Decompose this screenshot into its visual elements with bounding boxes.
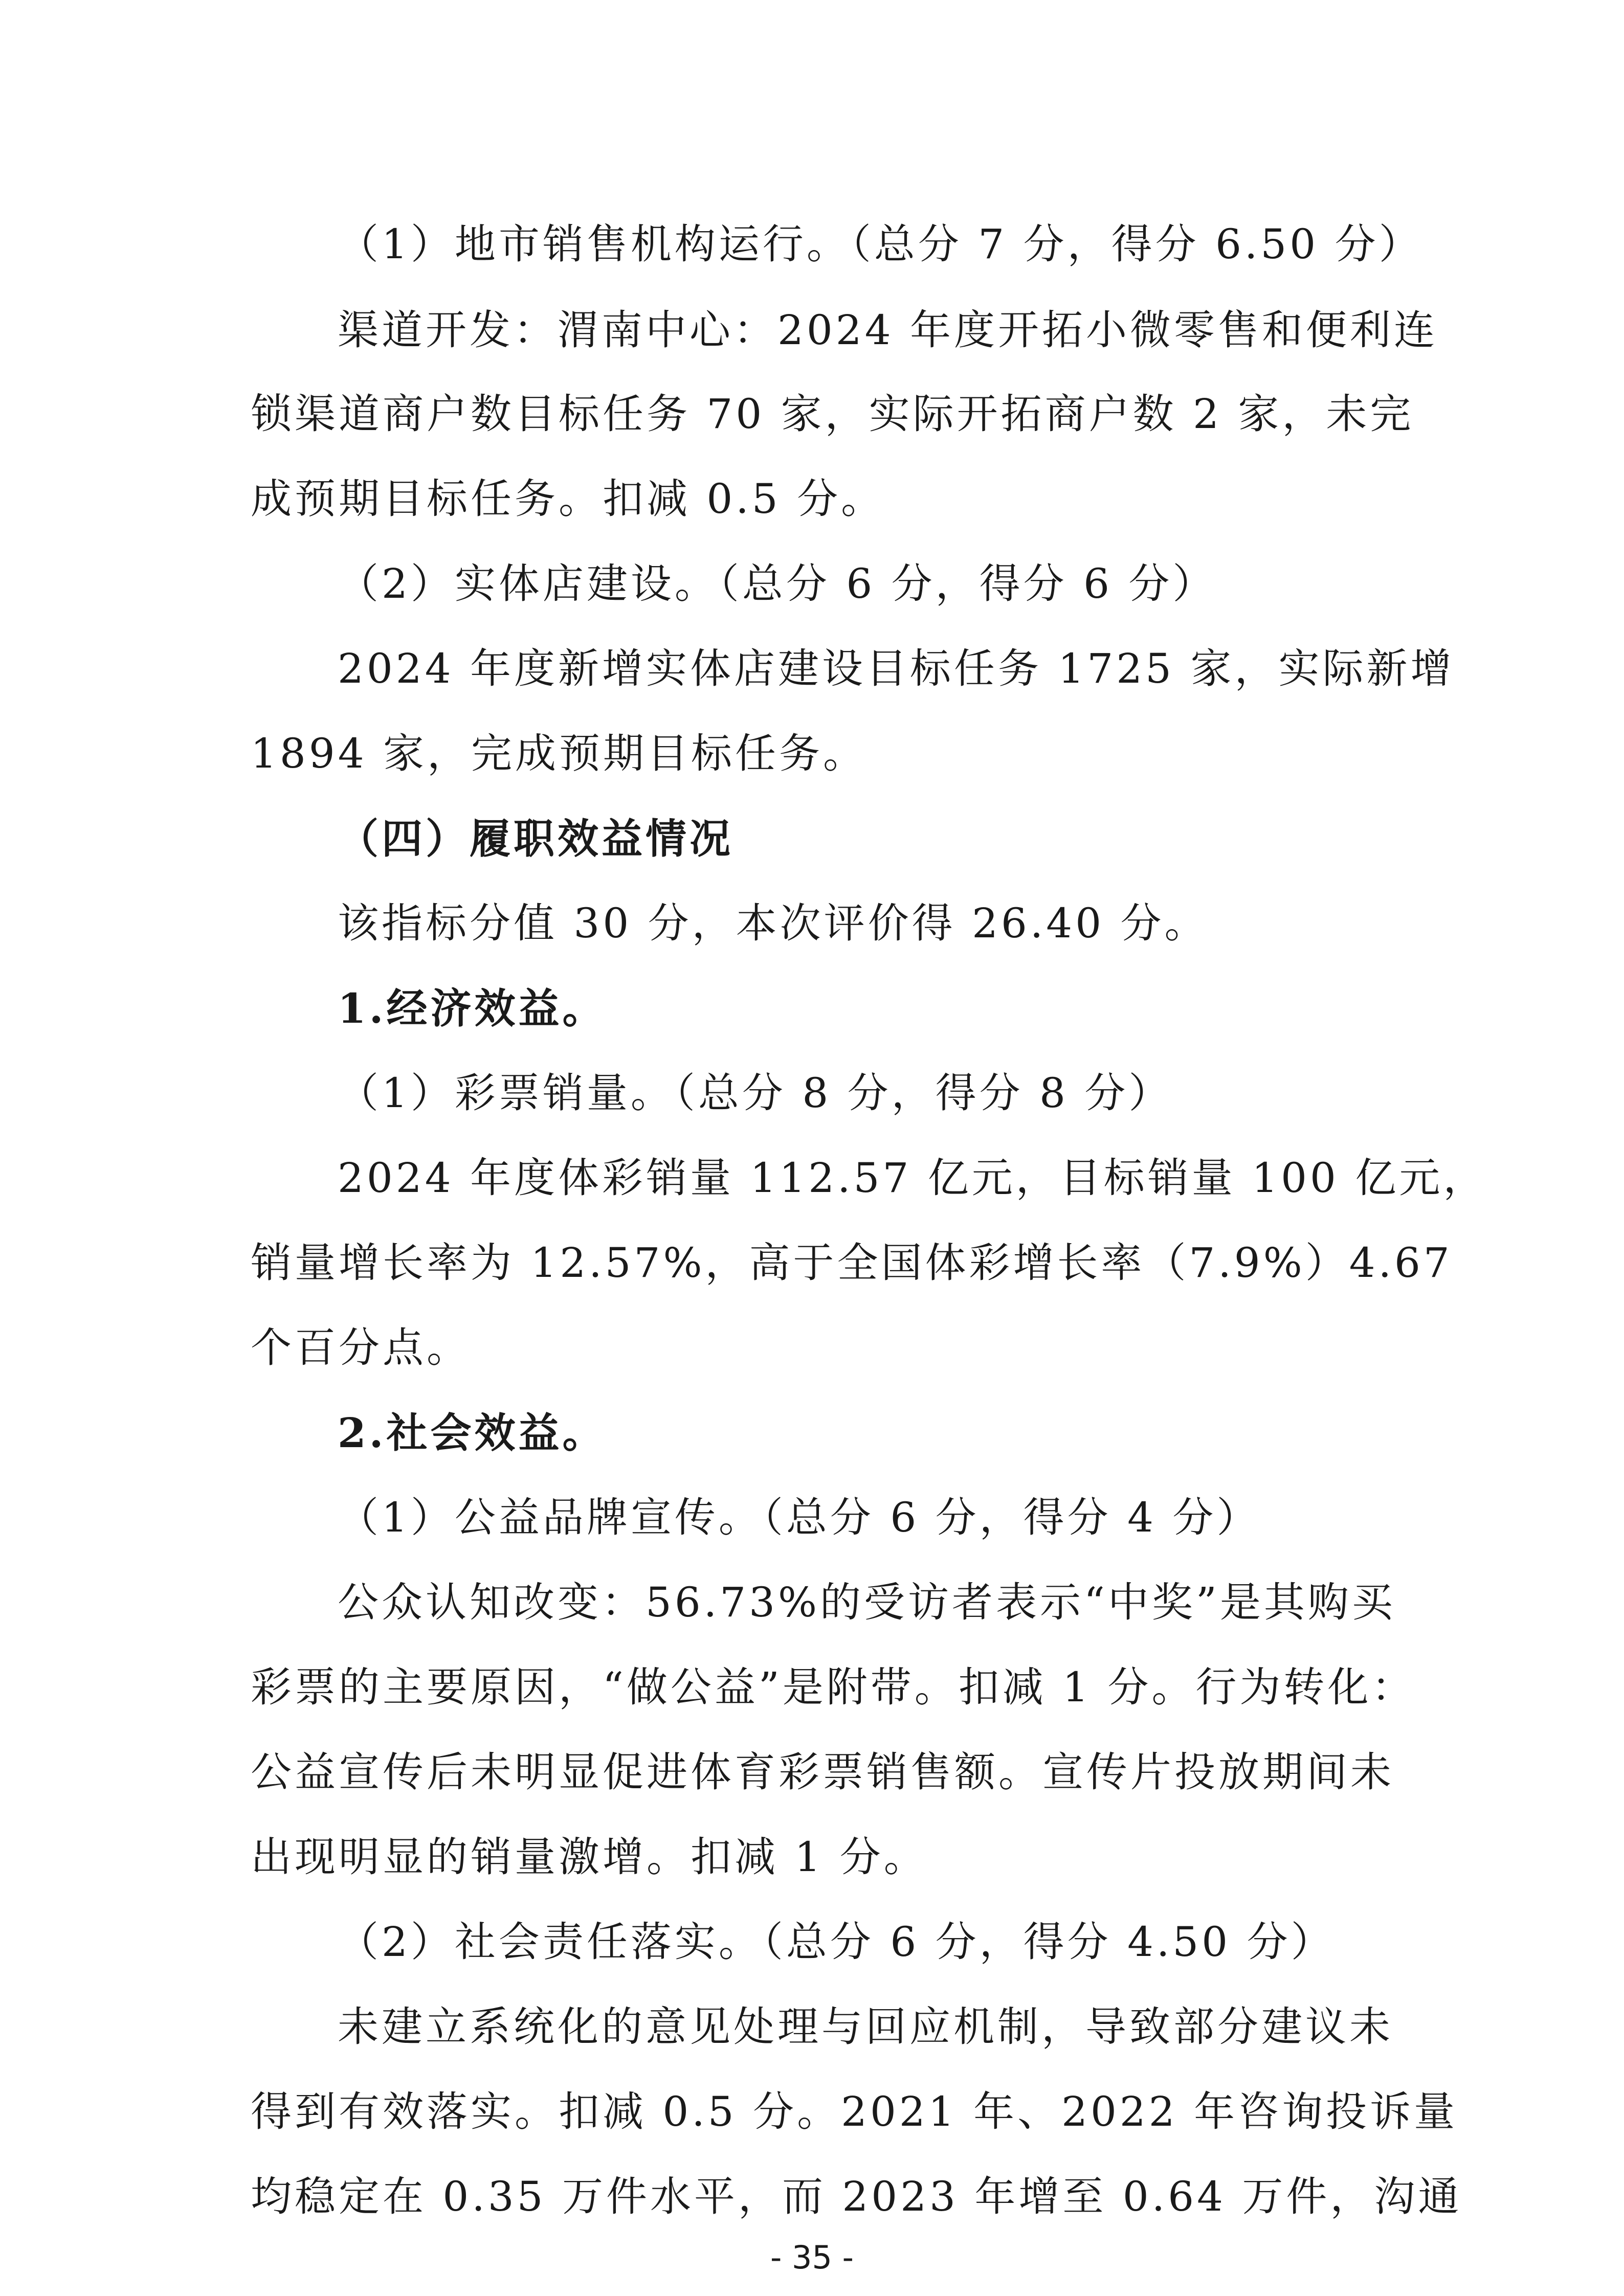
paragraph-line: 渠道开发：渭南中心：2024 年度开拓小微零售和便利连 [338, 306, 1438, 354]
paragraph-line: 均稳定在 0.35 万件水平，而 2023 年增至 0.64 万件，沟通 [251, 2173, 1462, 2220]
paragraph-line: 2024 年度体彩销量 112.57 亿元，目标销量 100 亿元， [338, 1154, 1487, 1202]
subitem-heading-social-responsibility: （2）社会责任落实。（总分 6 分，得分 4.50 分） [338, 1918, 1335, 1966]
subitem-heading-brand-promotion: （1）公益品牌宣传。（总分 6 分，得分 4 分） [338, 1494, 1261, 1541]
paragraph-line: 2024 年度新增实体店建设目标任务 1725 家，实际新增 [338, 645, 1455, 692]
paragraph-line: 公益宣传后未明显促进体育彩票销售额。宣传片投放期间未 [251, 1748, 1394, 1796]
paragraph-line: 出现明显的销量激增。扣减 1 分。 [251, 1833, 928, 1881]
paragraph-line: 得到有效落实。扣减 0.5 分。2021 年、2022 年咨询投诉量 [251, 2088, 1458, 2135]
paragraph-line: 个百分点。 [251, 1324, 471, 1371]
subitem-heading-local-sales: （1）地市销售机构运行。（总分 7 分，得分 6.50 分） [338, 220, 1423, 268]
paragraph-line: 锁渠道商户数目标任务 70 家，实际开拓商户数 2 家，未完 [251, 390, 1414, 438]
paragraph-line: 彩票的主要原因，“做公益”是附带。扣减 1 分。行为转化： [251, 1663, 1416, 1711]
paragraph-line: 销量增长率为 12.57%，高于全国体彩增长率（7.9%）4.67 [251, 1239, 1453, 1287]
paragraph-line: 成预期目标任务。扣减 0.5 分。 [251, 475, 885, 523]
paragraph-line: 公众认知改变：56.73%的受访者表示“中奖”是其购买 [338, 1579, 1396, 1626]
subitem-heading-lottery-sales: （1）彩票销量。（总分 8 分，得分 8 分） [338, 1069, 1173, 1117]
paragraph-line: 该指标分值 30 分，本次评价得 26.40 分。 [338, 899, 1209, 947]
subsection-heading-economic: 1.经济效益。 [338, 984, 607, 1032]
subsection-heading-social: 2.社会效益。 [338, 1409, 607, 1457]
section-heading-performance-benefits: （四）履职效益情况 [338, 815, 733, 863]
page-number: - 35 - [770, 2239, 854, 2276]
subitem-heading-physical-stores: （2）实体店建设。（总分 6 分，得分 6 分） [338, 560, 1217, 607]
paragraph-line: 未建立系统化的意见处理与回应机制，导致部分建议未 [338, 2003, 1393, 2051]
paragraph-line: 1894 家，完成预期目标任务。 [251, 730, 867, 777]
